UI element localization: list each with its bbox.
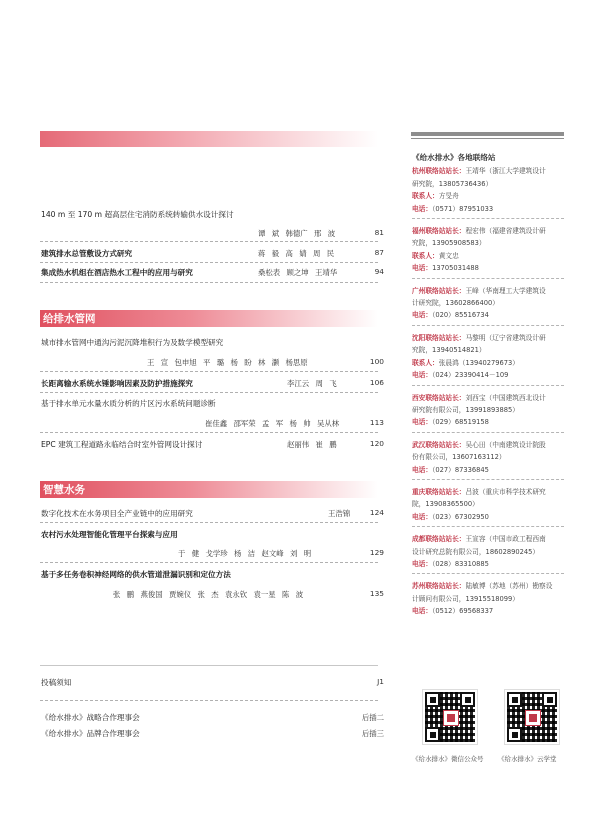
toc-title[interactable]: EPC 建筑工程道路永临结合时室外管网设计探讨 (41, 440, 203, 449)
divider (40, 665, 378, 666)
phone-number: （020）85516734 (432, 311, 489, 320)
toc-title[interactable]: 集成热水机组在酒店热水工程中的应用与研究 (41, 268, 193, 277)
station-line: 王宣容（中国市政工程西南 (465, 535, 546, 544)
toc-authors: 王 宣 包申旭 平 璐 杨 盼 林 灏 杨思原 (147, 358, 308, 367)
station-line: 王峰（华南理工大学建筑设 (465, 286, 546, 295)
station-label: 福州联络站站长： (412, 227, 466, 236)
station-block (412, 533, 564, 574)
toc-page: 129 (369, 548, 384, 557)
station-line: 究院，13940514821） (412, 346, 486, 355)
divider (40, 371, 378, 372)
station-label: 武汉联络站站长： (412, 440, 466, 449)
divider (40, 262, 378, 263)
toc-title[interactable]: 城市排水管网中通沟污泥沉降堆积行为及数学模型研究 (41, 338, 224, 347)
toc-page: 106 (369, 378, 384, 387)
station-block (412, 225, 564, 279)
qr-finder (460, 692, 475, 707)
toc-page: 113 (369, 418, 384, 427)
phone-label: 电话： (412, 204, 433, 213)
section-header (40, 481, 378, 498)
station-line: 马黎明（辽宁省建筑设计研 (465, 333, 546, 342)
section-title: 给排水管网 (43, 313, 96, 325)
sidebar-rule (411, 138, 564, 139)
section-title: 智慧水务 (43, 484, 85, 496)
divider (40, 700, 378, 701)
station-line: 程宏伟（福建省建筑设计研 (465, 227, 546, 236)
toc-title[interactable]: 长距离输水系统水锤影响因素及防护措施探究 (41, 379, 193, 388)
station-line: 计研究院，13602866400） (412, 299, 499, 308)
sidebar-title: 《给水排水》各地联络站 (412, 153, 496, 162)
divider (40, 282, 378, 283)
qr-logo (443, 710, 459, 726)
toc-authors: 赵丽伟 崔 鹏 (287, 440, 337, 449)
station-label: 杭州联络站站长： (412, 167, 466, 176)
phone-number: （023）67302950 (432, 512, 489, 521)
toc-authors: 张 鹏 燕俊国 贾婉仪 张 杰 袁永钦 袁一星 陈 波 (113, 590, 304, 599)
wechat-qr-code[interactable] (423, 690, 477, 744)
toc-page: 135 (369, 589, 384, 598)
contact-sidebar (412, 152, 564, 627)
phone-label: 电话： (412, 465, 433, 474)
qr-caption: 《给水排水》云学堂 (498, 755, 557, 763)
toc-title[interactable]: 《给水排水》品牌合作理事会 (41, 729, 140, 738)
toc-page: 后插二 (361, 713, 384, 722)
toc-authors: 王浩锦 (328, 509, 351, 518)
toc-page: 120 (369, 439, 384, 448)
station-line: 陆敏博（苏地（苏州）勘察设 (465, 582, 553, 591)
station-line: 刘西宝（中国建筑西北设计 (465, 393, 546, 402)
phone-label: 电话： (412, 264, 433, 273)
qr-logo (525, 710, 541, 726)
station-line: 究院，13905908583） (412, 239, 486, 248)
station-label: 重庆联络站站长： (412, 487, 466, 496)
contact-name: 方旻舟 (438, 192, 459, 201)
station-line: 计顾问有限公司，13915518099） (412, 594, 519, 603)
toc-title[interactable]: 基于排水单元水量水质分析的片区污水系统问题诊断 (41, 399, 216, 408)
toc-page: 124 (369, 508, 384, 517)
divider (40, 432, 378, 433)
phone-label: 电话： (412, 418, 433, 427)
phone-label: 电话： (412, 559, 433, 568)
classroom-qr-code[interactable] (505, 690, 559, 744)
station-label: 广州联络站站长： (412, 286, 466, 295)
toc-title[interactable]: 建筑排水总管敷设方式研究 (41, 249, 133, 258)
station-label: 沈阳联络站站长： (412, 333, 466, 342)
station-label: 苏州联络站站长： (412, 582, 466, 591)
phone-number: 13705031488 (432, 264, 479, 273)
station-block (412, 165, 564, 219)
toc-authors: 李江云 周 飞 (287, 379, 337, 388)
toc-page: 87 (374, 248, 384, 257)
contact-label: 联系人： (412, 358, 439, 367)
toc-authors: 谭 斌 韩德广 邢 波 (258, 229, 336, 238)
contact-label: 联系人： (412, 251, 439, 260)
divider (40, 522, 378, 523)
toc-authors: 于 健 戈学珍 杨 洁 赵文峰 刘 明 (178, 549, 312, 558)
phone-number: （0571）87951033 (432, 204, 494, 213)
station-label: 西安联络站站长： (412, 393, 466, 402)
toc-page: 100 (369, 357, 384, 366)
toc-page: 81 (374, 228, 384, 237)
toc-title[interactable]: 投稿须知 (41, 678, 72, 687)
qr-caption: 《给水排水》微信公众号 (412, 755, 484, 763)
contact-name: 张晨鸿（13940279673） (438, 358, 519, 367)
qr-finder (425, 692, 440, 707)
toc-page: J1 (377, 677, 384, 686)
phone-number: （0512）69568337 (432, 607, 494, 616)
divider (40, 562, 378, 563)
contact-name: 黄文忠 (438, 251, 459, 260)
qr-finder (507, 727, 522, 742)
station-block (412, 332, 564, 386)
station-line: 份有限公司，13607163112） (412, 453, 506, 462)
sidebar-rule (411, 132, 564, 136)
toc-authors: 桑松表 顾之坤 王靖华 (258, 268, 338, 277)
station-line: 王靖华（浙江大学建筑设计 (465, 167, 546, 176)
station-block (412, 285, 564, 326)
qr-finder (425, 727, 440, 742)
phone-label: 电话： (412, 311, 433, 320)
divider (40, 392, 378, 393)
station-line: 吕波（重庆市科学技术研究 (465, 487, 546, 496)
phone-number: （029）68519158 (432, 418, 489, 427)
phone-label: 电话： (412, 371, 433, 380)
station-block (412, 392, 564, 433)
toc-title[interactable]: 基于多任务卷积神经网络的供水管道泄漏识别和定位方法 (41, 570, 231, 579)
qr-finder (507, 692, 522, 707)
phone-number: （028）83310885 (432, 559, 489, 568)
phone-number: （027）87336845 (432, 465, 489, 474)
station-line: 研究院，13805736436） (412, 179, 493, 188)
phone-label: 电话： (412, 607, 433, 616)
toc-authors: 蒋 毅 高 婧 周 民 (258, 249, 335, 258)
station-line: 院，13908365500） (412, 500, 479, 509)
phone-label: 电话： (412, 512, 433, 521)
toc-title[interactable]: 农村污水处理智能化管理平台探索与应用 (41, 530, 178, 539)
toc-title[interactable]: 《给水排水》战略合作理事会 (41, 713, 140, 722)
header-bar (40, 131, 378, 147)
station-line: 研究院有限公司，13991893885） (412, 405, 519, 414)
toc-title[interactable]: 140 m 至 170 m 超高层住宅消防系统转输供水设计探讨 (41, 210, 234, 219)
station-block (412, 486, 564, 527)
toc-authors: 崔佳鑫 邵军荣 孟 军 杨 帅 吴从林 (205, 419, 340, 428)
contact-label: 联系人： (412, 192, 439, 201)
phone-number: （024）23390414－109 (432, 371, 509, 380)
qr-finder (542, 692, 557, 707)
divider (40, 241, 378, 242)
toc-page: 后插三 (361, 729, 384, 738)
station-block (412, 580, 564, 620)
station-line: 设计研究总院有限公司，18602890245） (412, 547, 540, 556)
station-label: 成都联络站站长： (412, 535, 466, 544)
toc-title[interactable]: 数字化技术在水务项目全产业链中的应用研究 (41, 509, 193, 518)
station-block (412, 439, 564, 480)
station-line: 吴心田（中南建筑设计院股 (465, 440, 546, 449)
section-header (40, 310, 378, 327)
toc-page: 94 (374, 267, 384, 276)
